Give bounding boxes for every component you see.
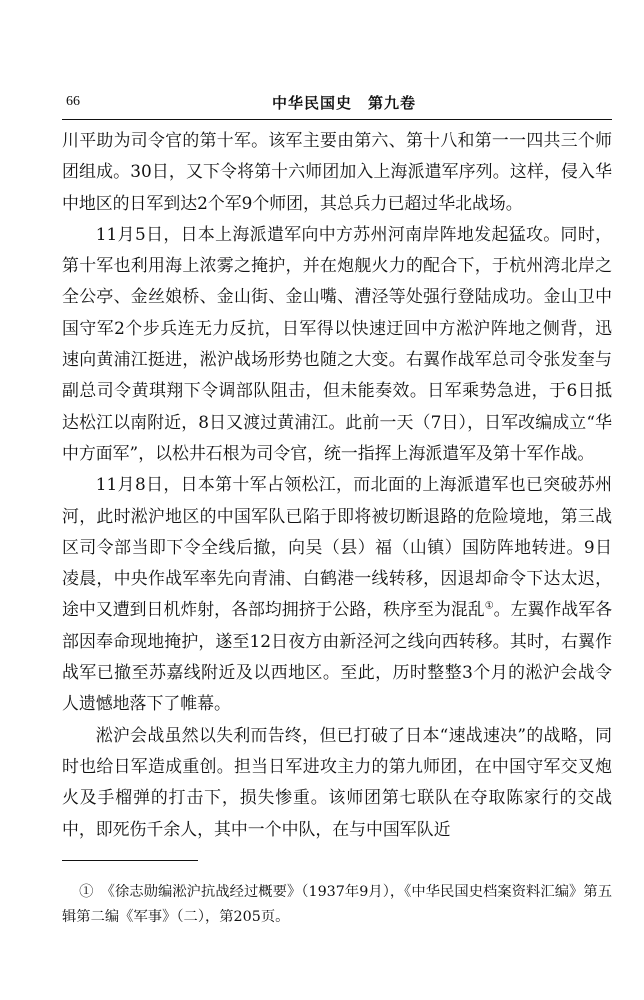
paragraph-1: 川平助为司令官的第十军。该军主要由第六、第十八和第一一四共三个师团组成。30日，又下令将第十六师团加入上海派遣军序列。这样，侵入华中地区的日军到达2个军9个师团，其总兵力已超过华北战场。: [62, 130, 612, 213]
page-header: [62, 92, 610, 118]
header-rule: [62, 119, 612, 120]
running-title: 中华民国史 第九卷: [272, 94, 417, 112]
footnote-marker: ①: [484, 600, 494, 612]
body-text: [62, 125, 612, 845]
paragraph-2: 11月5日，日本上海派遣军向中方苏州河南岸阵地发起猛攻。同时，第十军也利用海上浓雾之掩护，并在炮舰火力的配合下，于杭州湾北岸之全公亭、金丝娘桥、金山街、金山嘴、漕泾等处强行登陆成功。金山卫中国守军2个步兵连无力反抗，日军得以快速迂回中方淞沪阵地之侧背，迅速向黄浦江挺进，淞沪战场形势也随之大变。右翼作战军总司令张发奎与副总司令黄琪翔下令调部队阻击，但未能奏效。日军乘势急进，于6日抵达松江以南附近，8日又渡过黄浦江。此前一天（7日），日军改编成立“华中方面军”，以松井石根为司令官，统一指挥上海派遣军及第十军作战。: [62, 223, 612, 463]
paragraph-3-text-a: 11月8日，日本第十军占领松江，而北面的上海派遣军也已突破苏州河，此时淞沪地区的中国军队已陷于即将被切断退路的危险境地，第三战区司令部当即下令全线后撤，向吴（县）福（山镇）国防阵地转进。9日凌晨，中央作战军率先向青浦、白鹤港一线转移，因退却命令下达太迟，途中又遭到日机炸射，各部均拥挤于公路，秩序至为混乱: [62, 474, 612, 620]
page-number: 66: [66, 94, 80, 109]
footnote: [62, 880, 612, 930]
paragraph-3: [62, 469, 612, 719]
footnote-rule: [62, 860, 198, 861]
paragraph-3-text-b: 。左翼作战军各部因奉命现地掩护，遂至12日夜方由新泾河之线向西转移。其时，右翼作战军已撤至苏嘉线附近及以西地区。至此，历时整整3个月的淞沪会战令人遗憾地落下了帷幕。: [62, 599, 613, 714]
paragraph-4: 淞沪会战虽然以失利而告终，但已打破了日本“速战速决”的战略，同时也给日军造成重创。担当日军进攻主力的第九师团，在中国守军交叉炮火及手榴弹的打击下，损失惨重。该师团第七联队在夺取陈家行的交战中，即死伤千余人，其中一个中队，在与中国军队近: [62, 724, 612, 839]
footnote-text: ① 《徐志勋编淞沪抗战经过概要》（1937年9月），《中华民国史档案资料汇编》第五辑第二编《军事》（二），第205页。: [62, 884, 612, 925]
